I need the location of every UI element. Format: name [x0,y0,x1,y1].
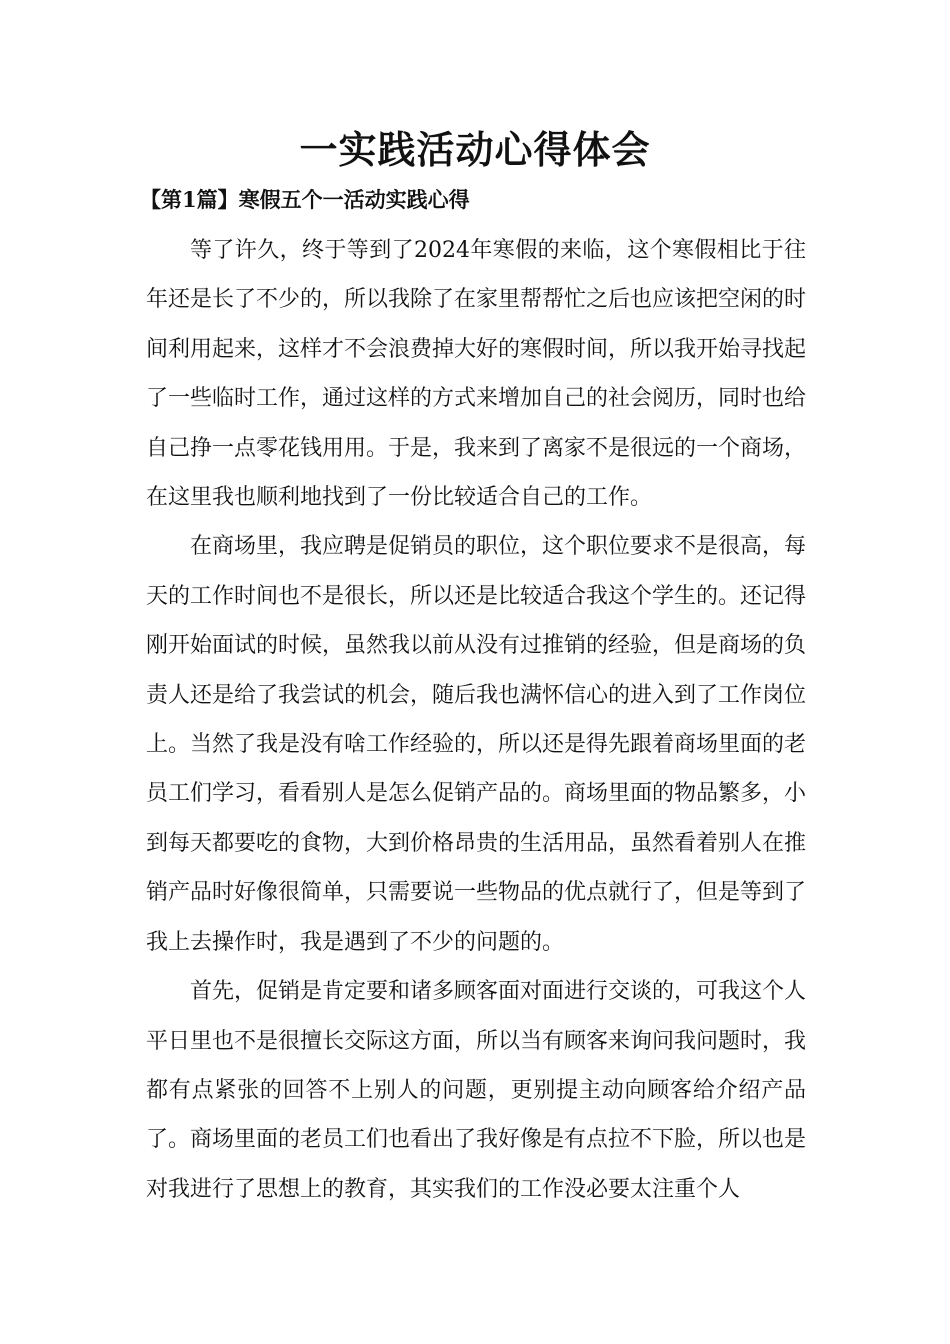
paragraph-2: 在商场里，我应聘是促销员的职位，这个职位要求不是很高，每天的工作时间也不是很长，所以还是比较适合我这个学生的。还记得刚开始面试的时候，虽然我以前从没有过推销的经验，但是商场的负责人还是给了我尝试的机会，随后我也满怀信心的进入到了工作岗位上。当然了我是没有啥工作经验的，所以还是得先跟着商场里面的老员工们学习，看看别人是怎么促销产品的。商场里面的物品繁多，小到每天都要吃的食物，大到价格昂贵的生活用品，虽然看着别人在推销产品时好像很简单，只需要说一些物品的优点就行了，但是等到了我上去操作时，我是遇到了不少的问题的。 [146,534,807,955]
document-title: 一实践活动心得体会 [299,128,651,172]
document-body [146,226,806,1214]
paragraph-3: 首先，促销是肯定要和诸多顾客面对面进行交谈的，可我这个人平日里也不是很擅长交际这方面，所以当有顾客来询问我问题时，我都有点紧张的回答不上别人的问题，更别提主动向顾客给介绍产品了。商场里面的老员工们也看出了我好像是有点拉不下脸，所以也是对我进行了思想上的教育，其实我们的工作没必要太注重个人 [146,979,807,1202]
paragraph-1: 等了许久，终于等到了2024年寒假的来临，这个寒假相比于往年还是长了不少的，所以我除了在家里帮帮忙之后也应该把空闲的时间利用起来，这样才不会浪费掉大好的寒假时间，所以我开始寻找起了一些临时工作，通过这样的方式来增加自己的社会阅历，同时也给自己挣一点零花钱用用。于是，我来到了离家不是很远的一个商场，在这里我也顺利地找到了一份比较适合自己的工作。 [146,238,807,511]
section-heading: 【第1篇】寒假五个一活动实践心得 [140,187,470,212]
